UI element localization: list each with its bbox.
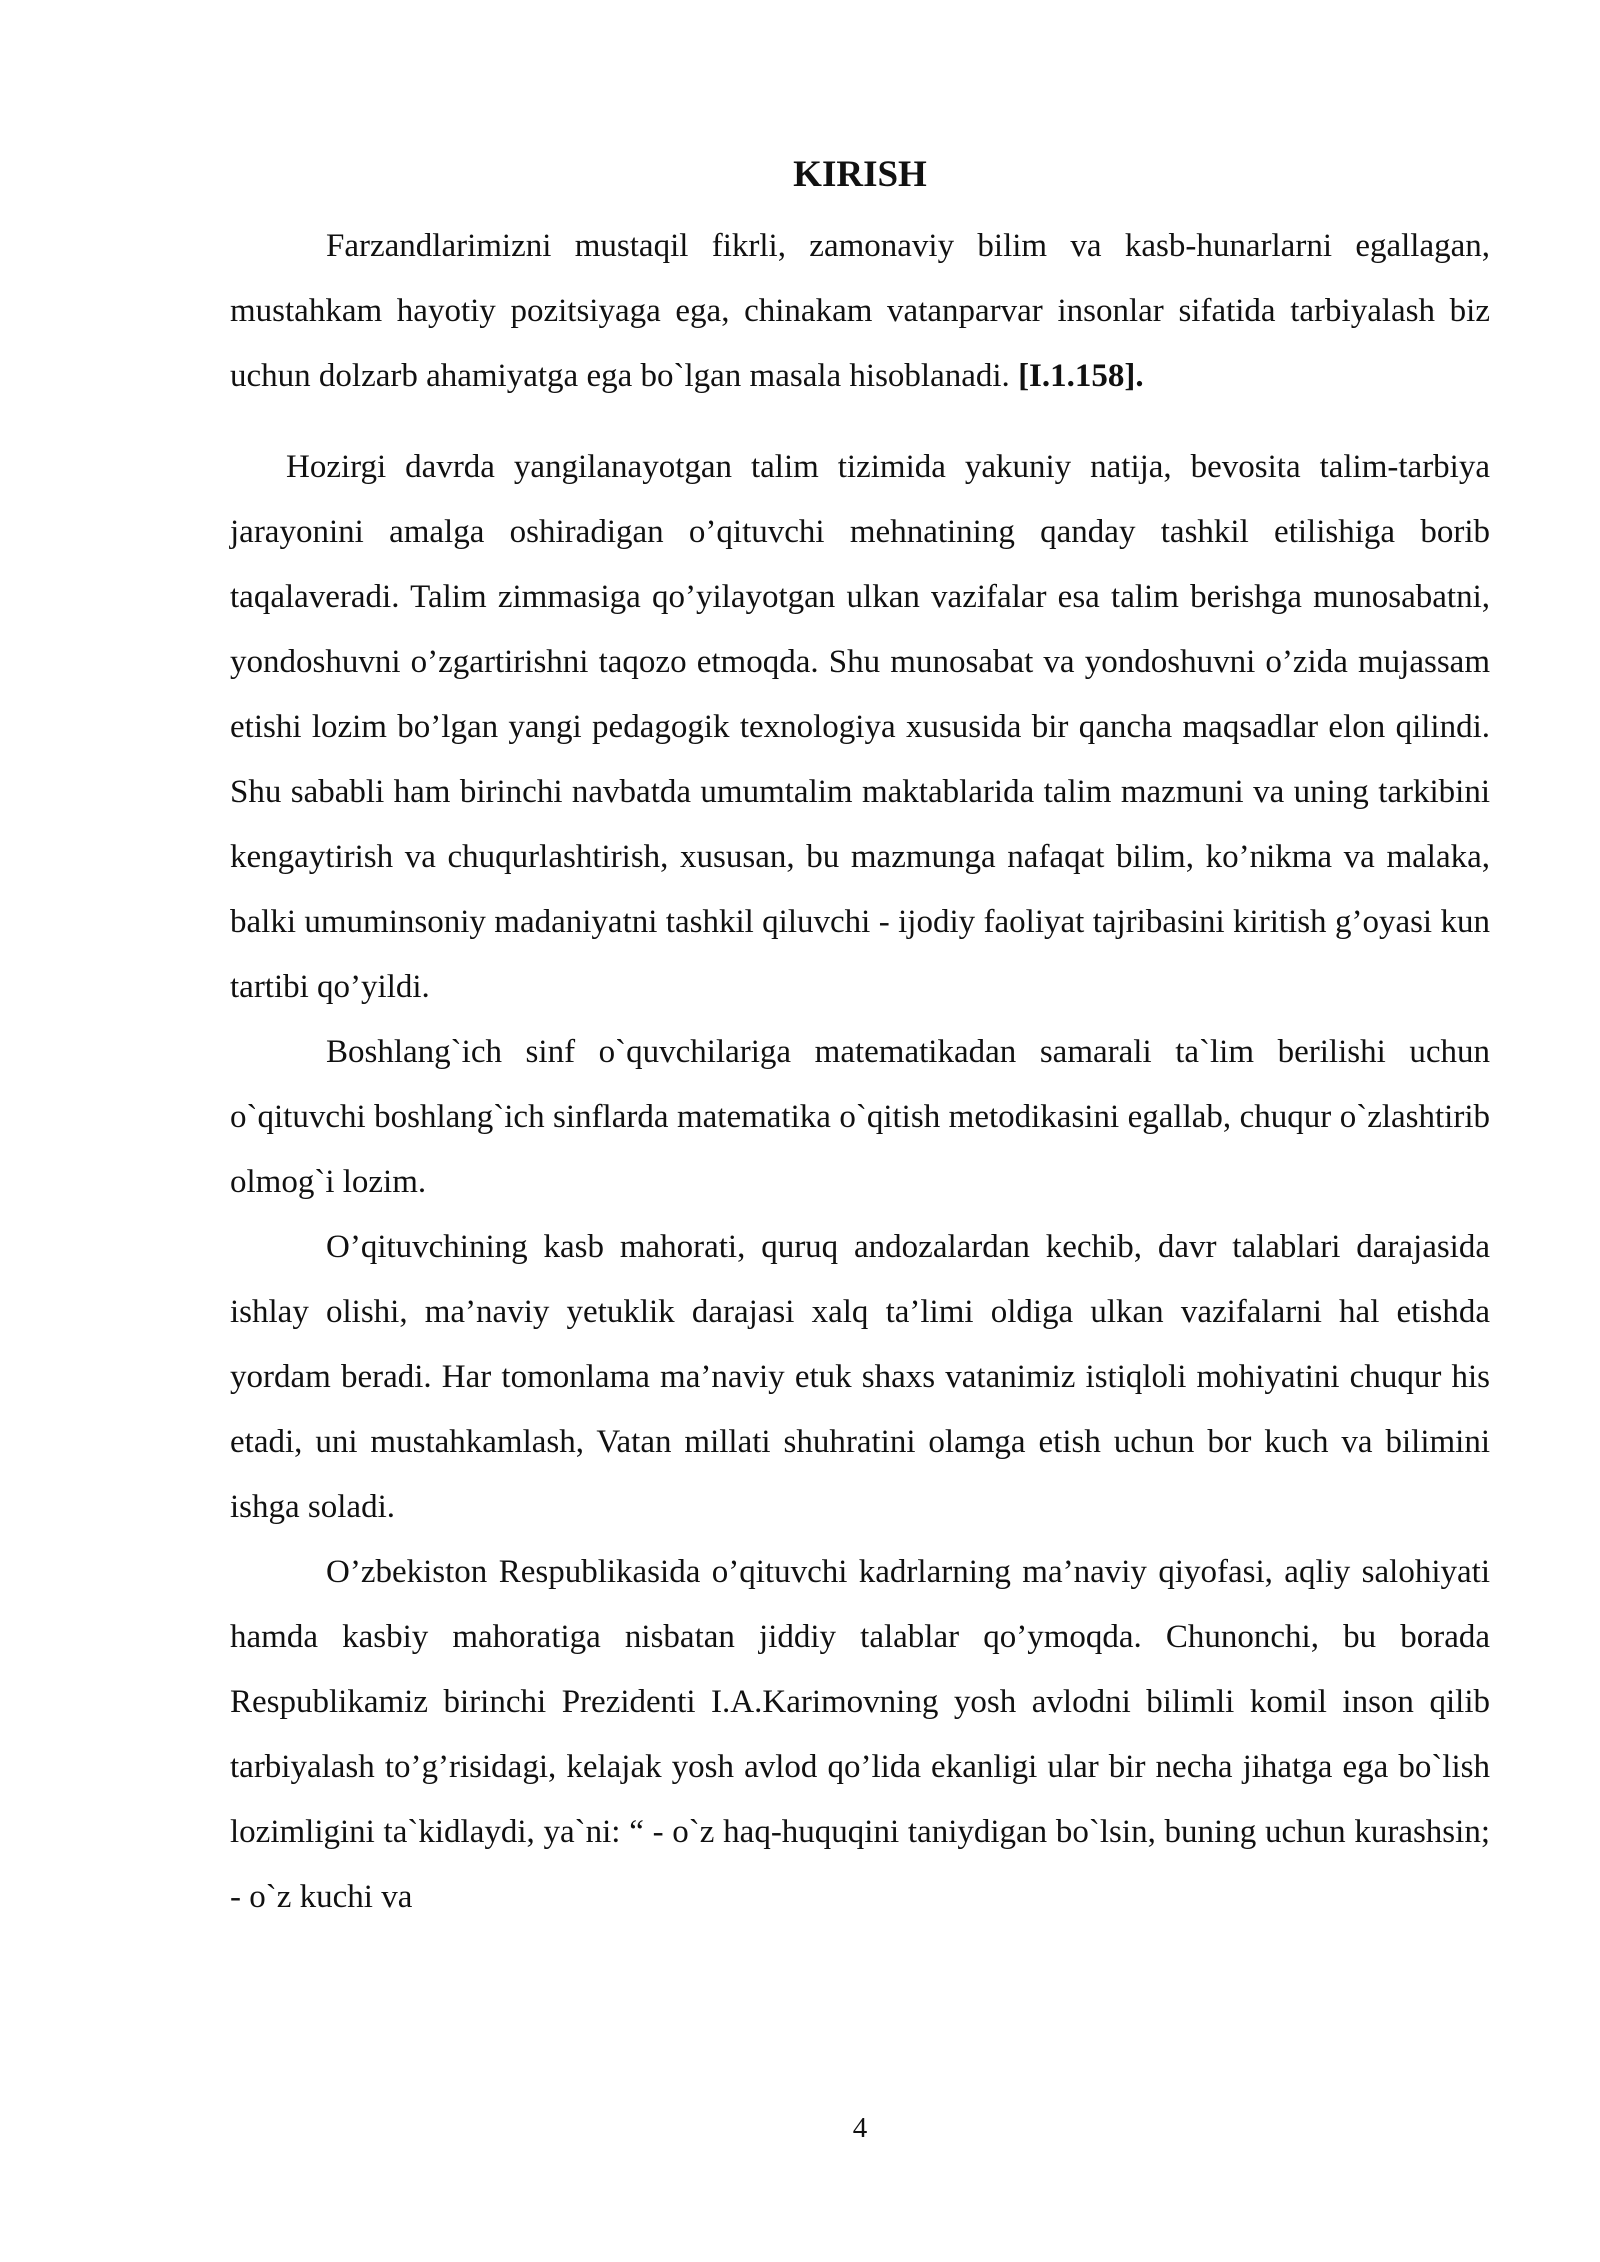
paragraph-3: Boshlang`ich sinf o`quvchilariga matematikadan samarali ta`lim berilishi uchun o`qituvchi boshlang`ich sinflarda matematika o`qitish metodikasini egallab, chuqur o`zlashtirib olmog`i lozim. xyxy=(230,1034,1490,1200)
paragraph-1 xyxy=(230,214,1490,409)
body-text xyxy=(230,214,1490,1930)
paragraph-4: O’qituvchining kasb mahorati, quruq andozalardan kechib, davr talablari darajasida ishlay olishi, ma’naviy yetuklik darajasi xalq ta’limi oldiga ulkan vazifalarni hal etishda yordam beradi. Har tomonlama ma’naviy etuk shaxs vatanimiz istiqloli mohiyatini chuqur his etadi, uni mustahkamlash, Vatan millati shuhratini olamga etish uchun bor kuch va bilimini ishga soladi. xyxy=(230,1229,1490,1525)
citation-reference: [I.1.158]. xyxy=(1018,358,1144,394)
page-number: 4 xyxy=(852,2112,868,2144)
paragraph-2: Hozirgi davrda yangilanayotgan talim tizimida yakuniy natija, bevosita talim-tarbiya jarayonini amalga oshiradigan o’qituvchi mehnatining qanday tashkil etilishiga borib taqalaveradi. Talim zimmasiga qo’yilayotgan ulkan vazifalar esa talim berishga munosabatni, yondoshuvni o’zgartirishni taqozo etmoqda. Shu munosabat va yondoshuvni o’zida mujassam etishi lozim bo’lgan yangi pedagogik texnologiya xususida bir qancha maqsadlar elon qilindi. Shu sababli ham birinchi navbatda umumtalim maktablarida talim mazmuni va uning tarkibini kengaytirish va chuqurlashtirish, xususan, bu mazmunga nafaqat bilim, ko’nikma va malaka, balki umuminsoniy madaniyatni tashkil qiluvchi - ijodiy faoliyat tajribasini kiritish g’oyasi kun tartibi qo’yildi. xyxy=(230,449,1490,1005)
section-title: KIRISH xyxy=(793,154,927,195)
paragraph-1-text: Farzandlarimizni mustaqil fikrli, zamonaviy bilim va kasb-hunarlarni egallagan, mustahkam hayotiy pozitsiyaga ega, chinakam vatanparvar insonlar sifatida tarbiyalash biz uchun dolzarb ahamiyatga ega bo`lgan masala hisoblanadi. xyxy=(230,228,1490,394)
paragraph-5: O’zbekiston Respublikasida o’qituvchi kadrlarning ma’naviy qiyofasi, aqliy salohiyati hamda kasbiy mahoratiga nisbatan jiddiy talablar qo’ymoqda. Chunonchi, bu borada Respublikamiz birinchi Prezidenti I.A.Karimovning yosh avlodni bilimli komil inson qilib tarbiyalash to’g’risidagi, kelajak yosh avlod qo’lida ekanligi ular bir necha jihatga ega bo`lish lozimligini ta`kidlaydi, ya`ni: “ - o`z haq-huquqini taniydigan bo`lsin, buning uchun kurashsin; - o`z kuchi va xyxy=(230,1554,1490,1915)
